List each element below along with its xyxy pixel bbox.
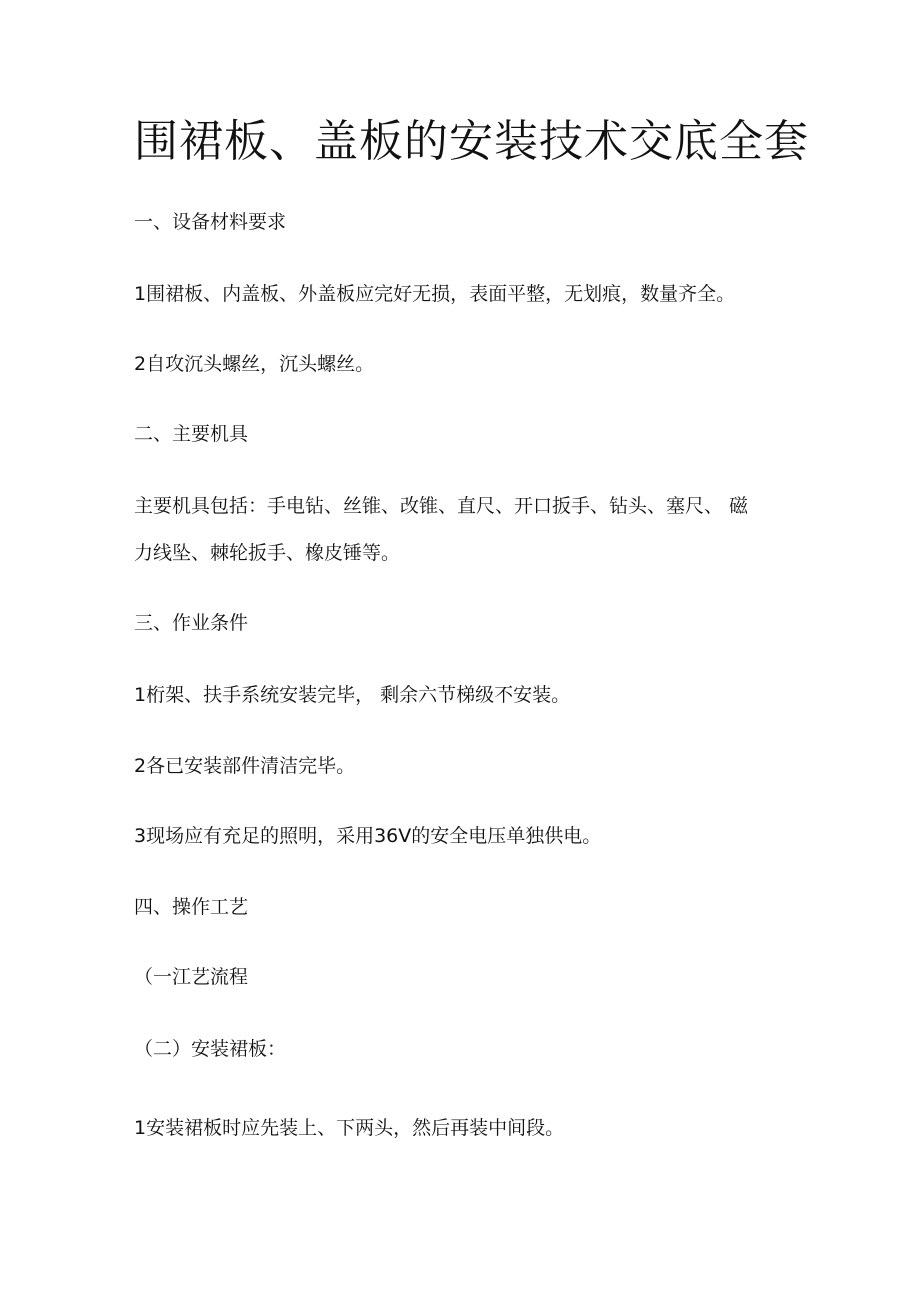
subheading-install-skirt: （二）安装裙板： [134, 1038, 287, 1060]
paragraph-conditions-1: 1桁架、扶手系统安装完毕， 剩余六节梯级不安装。 [134, 684, 571, 706]
section-heading-materials: 一、设备材料要求 [134, 211, 287, 233]
paragraph-materials-1: 1围裙板、内盖板、外盖板应完好无损，表面平整，无划痕，数量齐全。 [134, 283, 736, 305]
paragraph-materials-2: 2自攻沉头螺丝，沉头螺丝。 [134, 353, 375, 375]
paragraph-conditions-3: 3现场应有充足的照明，采用36V的安全电压单独供电。 [134, 825, 602, 847]
paragraph-tools-line-2: 力线坠、棘轮扳手、橡皮锤等。 [134, 542, 401, 564]
section-heading-process: 四、操作工艺 [134, 896, 249, 918]
section-heading-tools: 二、主要机具 [134, 423, 249, 445]
paragraph-conditions-2: 2各已安装部件清洁完毕。 [134, 755, 356, 777]
section-heading-conditions: 三、作业条件 [134, 612, 249, 634]
subheading-process-flow: （一江艺流程 [134, 966, 249, 988]
paragraph-tools-line-1: 主要机具包括：手电钻、丝锥、改锥、直尺、开口扳手、钻头、塞尺、 磁 [134, 495, 749, 517]
paragraph-install-skirt-1: 1安装裙板时应先装上、下两头，然后再装中间段。 [134, 1117, 565, 1139]
document-title: 围裙板、盖板的安装技术交底全套 [134, 116, 809, 167]
